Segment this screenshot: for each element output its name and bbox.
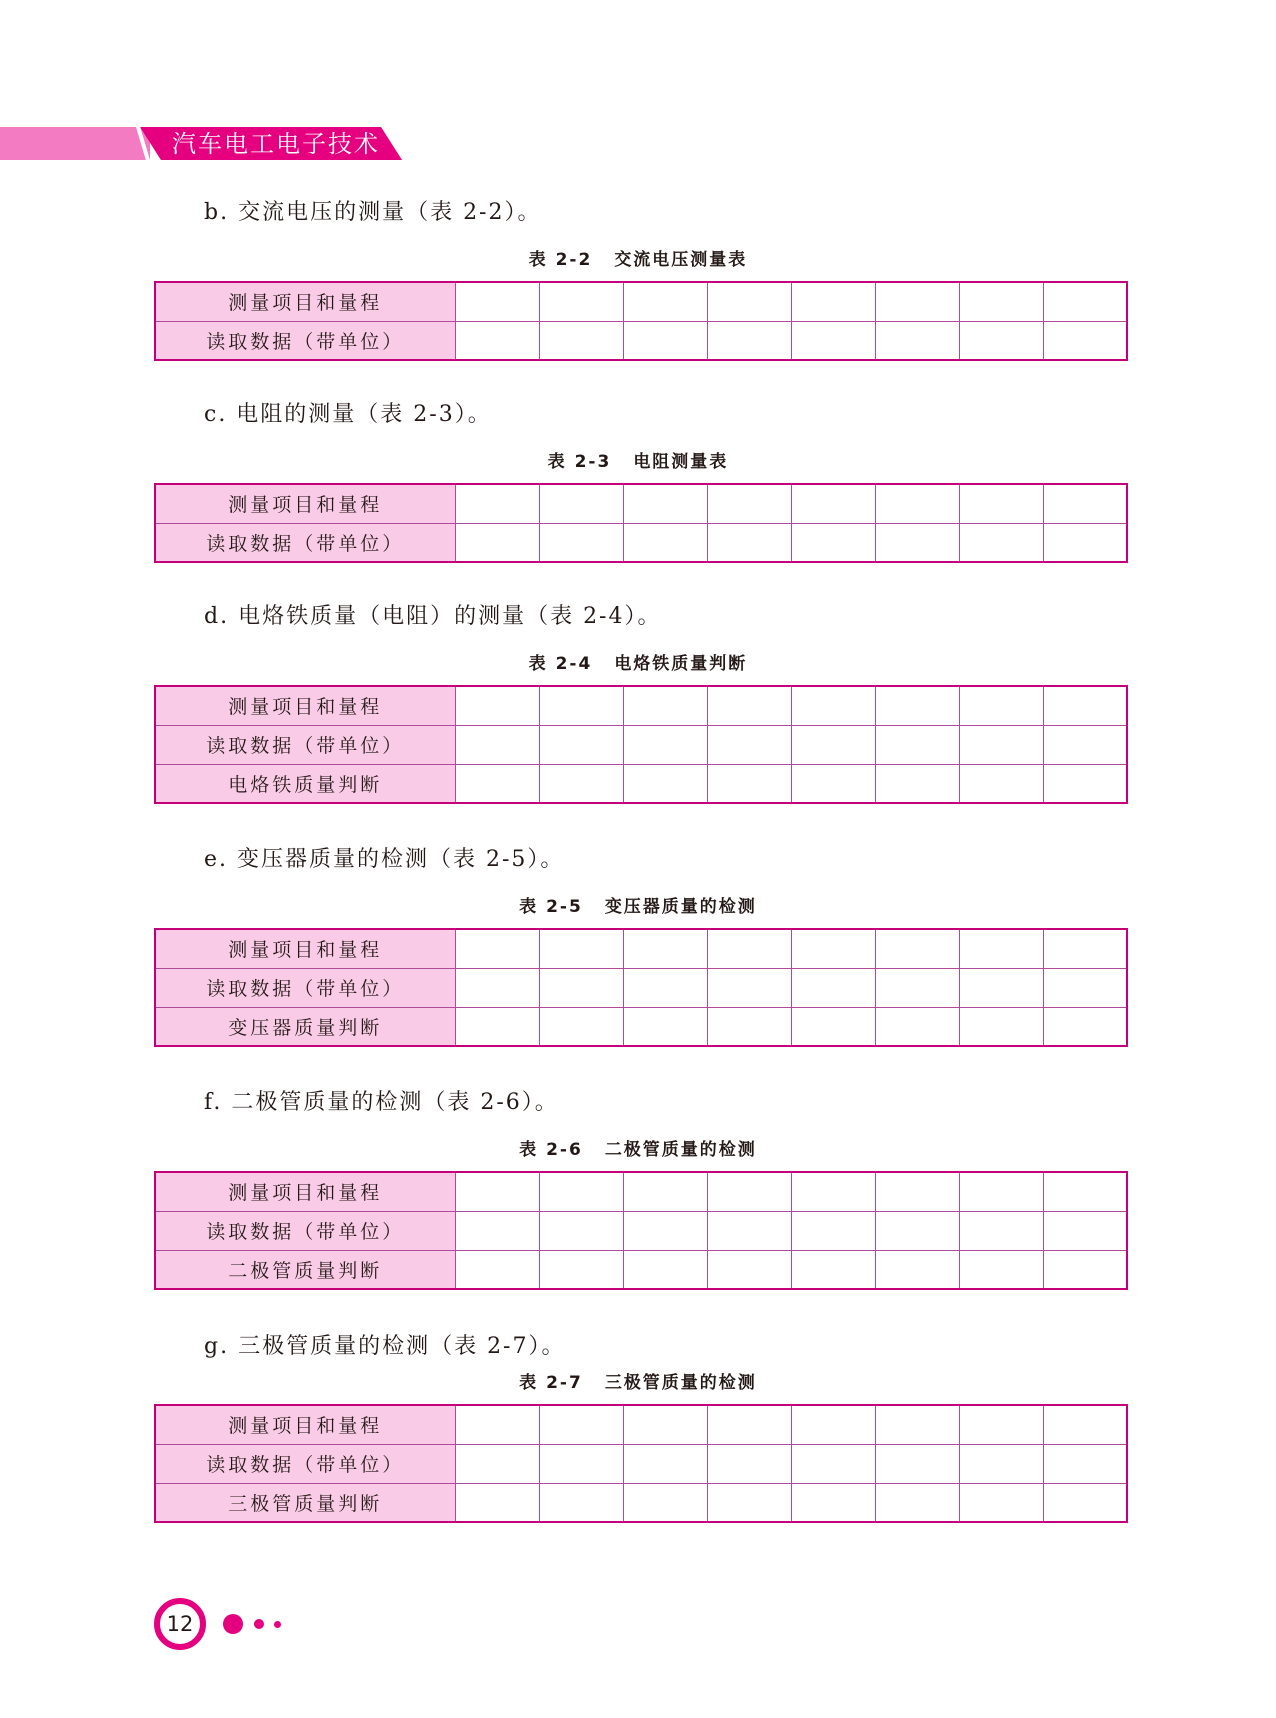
blank-cell[interactable] (623, 1444, 707, 1483)
blank-cell[interactable] (623, 484, 707, 523)
blank-cell[interactable] (875, 1483, 959, 1522)
blank-cell[interactable] (1043, 1444, 1127, 1483)
blank-cell[interactable] (623, 1172, 707, 1211)
row-label: 测量项目和量程 (155, 1405, 455, 1444)
blank-cell[interactable] (875, 282, 959, 321)
decorative-dot-medium (254, 1619, 264, 1629)
section-heading-b: b. 交流电压的测量（表 2-2）。 (204, 200, 542, 225)
table-row (155, 725, 1127, 764)
blank-cell[interactable] (875, 929, 959, 968)
table-2-3 (154, 483, 1128, 563)
section-heading-c: c. 电阻的测量（表 2-3）。 (204, 402, 492, 427)
table-number: 表 2-5 (519, 897, 583, 917)
table-title: 交流电压测量表 (614, 250, 748, 270)
blank-cell[interactable] (791, 1405, 875, 1444)
blank-cell[interactable] (539, 1405, 623, 1444)
blank-cell[interactable] (623, 1007, 707, 1046)
blank-cell[interactable] (1043, 686, 1127, 725)
row-label: 三极管质量判断 (155, 1483, 455, 1522)
blank-cell[interactable] (791, 484, 875, 523)
blank-cell[interactable] (455, 1172, 539, 1211)
table-title: 三极管质量的检测 (604, 1373, 757, 1393)
table-caption-2-7 (0, 1372, 1276, 1394)
blank-cell[interactable] (791, 929, 875, 968)
blank-cell[interactable] (539, 1172, 623, 1211)
blank-cell[interactable] (959, 1405, 1043, 1444)
blank-cell[interactable] (539, 321, 623, 360)
blank-cell[interactable] (539, 968, 623, 1007)
blank-cell[interactable] (623, 929, 707, 968)
blank-cell[interactable] (539, 1444, 623, 1483)
row-label: 读取数据（带单位） (155, 968, 455, 1007)
row-label: 读取数据（带单位） (155, 1211, 455, 1250)
blank-cell[interactable] (623, 1483, 707, 1522)
blank-cell[interactable] (875, 968, 959, 1007)
table-row (155, 1405, 1127, 1444)
blank-cell[interactable] (1043, 968, 1127, 1007)
table-row (155, 321, 1127, 360)
blank-cell[interactable] (791, 1172, 875, 1211)
blank-cell[interactable] (791, 523, 875, 562)
table-2-6 (154, 1171, 1128, 1290)
table-row (155, 1172, 1127, 1211)
blank-cell[interactable] (455, 1007, 539, 1046)
blank-cell[interactable] (539, 484, 623, 523)
blank-cell[interactable] (791, 968, 875, 1007)
blank-cell[interactable] (455, 764, 539, 803)
blank-cell[interactable] (707, 968, 791, 1007)
table-row (155, 282, 1127, 321)
row-label: 测量项目和量程 (155, 686, 455, 725)
blank-cell[interactable] (623, 686, 707, 725)
blank-cell[interactable] (455, 523, 539, 562)
table-2-4 (154, 685, 1128, 804)
blank-cell[interactable] (455, 929, 539, 968)
table-2-5 (154, 928, 1128, 1047)
row-label: 读取数据（带单位） (155, 523, 455, 562)
row-label: 读取数据（带单位） (155, 725, 455, 764)
blank-cell[interactable] (707, 523, 791, 562)
blank-cell[interactable] (875, 523, 959, 562)
section-heading-g: g. 三极管质量的检测（表 2-7）。 (204, 1334, 566, 1359)
blank-cell[interactable] (791, 686, 875, 725)
blank-cell[interactable] (623, 282, 707, 321)
blank-cell[interactable] (623, 523, 707, 562)
blank-cell[interactable] (707, 1483, 791, 1522)
blank-cell[interactable] (959, 929, 1043, 968)
table-title: 二极管质量的检测 (604, 1140, 757, 1160)
blank-cell[interactable] (539, 282, 623, 321)
table-caption-2-3 (0, 451, 1276, 473)
section-heading-d: d. 电烙铁质量（电阻）的测量（表 2-4）。 (204, 604, 662, 629)
blank-cell[interactable] (1043, 929, 1127, 968)
blank-cell[interactable] (623, 321, 707, 360)
decorative-dot-small (274, 1621, 281, 1628)
blank-cell[interactable] (707, 764, 791, 803)
blank-cell[interactable] (1043, 725, 1127, 764)
blank-cell[interactable] (791, 1250, 875, 1289)
row-label: 读取数据（带单位） (155, 321, 455, 360)
table-2-7 (154, 1404, 1128, 1523)
blank-cell[interactable] (1043, 1405, 1127, 1444)
blank-cell[interactable] (1043, 1483, 1127, 1522)
table-number: 表 2-7 (519, 1373, 583, 1393)
blank-cell[interactable] (875, 321, 959, 360)
blank-cell[interactable] (623, 1250, 707, 1289)
blank-cell[interactable] (959, 1250, 1043, 1289)
blank-cell[interactable] (959, 725, 1043, 764)
blank-cell[interactable] (875, 1405, 959, 1444)
blank-cell[interactable] (1043, 523, 1127, 562)
blank-cell[interactable] (707, 686, 791, 725)
table-title: 电阻测量表 (633, 452, 729, 472)
blank-cell[interactable] (707, 282, 791, 321)
blank-cell[interactable] (1043, 484, 1127, 523)
blank-cell[interactable] (539, 1250, 623, 1289)
blank-cell[interactable] (539, 725, 623, 764)
blank-cell[interactable] (959, 764, 1043, 803)
blank-cell[interactable] (623, 725, 707, 764)
table-row (155, 1483, 1127, 1522)
table-caption-2-4 (0, 653, 1276, 675)
table-row (155, 968, 1127, 1007)
blank-cell[interactable] (959, 484, 1043, 523)
blank-cell[interactable] (1043, 764, 1127, 803)
table-2-2 (154, 281, 1128, 361)
blank-cell[interactable] (455, 282, 539, 321)
table-number: 表 2-4 (528, 654, 593, 674)
blank-cell[interactable] (959, 1007, 1043, 1046)
row-label: 读取数据（带单位） (155, 1444, 455, 1483)
blank-cell[interactable] (875, 1250, 959, 1289)
blank-cell[interactable] (791, 282, 875, 321)
blank-cell[interactable] (1043, 1250, 1127, 1289)
blank-cell[interactable] (875, 484, 959, 523)
blank-cell[interactable] (959, 968, 1043, 1007)
blank-cell[interactable] (875, 686, 959, 725)
blank-cell[interactable] (791, 1007, 875, 1046)
blank-cell[interactable] (959, 1483, 1043, 1522)
table-row (155, 764, 1127, 803)
blank-cell[interactable] (707, 1405, 791, 1444)
table-caption-2-6 (0, 1139, 1276, 1161)
blank-cell[interactable] (959, 1444, 1043, 1483)
table-row (155, 929, 1127, 968)
blank-cell[interactable] (707, 1172, 791, 1211)
table-number: 表 2-6 (519, 1140, 583, 1160)
blank-cell[interactable] (959, 1172, 1043, 1211)
table-caption-2-2 (0, 249, 1276, 271)
blank-cell[interactable] (875, 1172, 959, 1211)
blank-cell[interactable] (959, 523, 1043, 562)
blank-cell[interactable] (791, 1444, 875, 1483)
row-label: 电烙铁质量判断 (155, 764, 455, 803)
table-caption-2-5 (0, 896, 1276, 918)
section-heading-e: e. 变压器质量的检测（表 2-5）。 (204, 847, 565, 872)
blank-cell[interactable] (539, 1211, 623, 1250)
blank-cell[interactable] (623, 1405, 707, 1444)
blank-cell[interactable] (959, 282, 1043, 321)
table-row (155, 1250, 1127, 1289)
blank-cell[interactable] (791, 764, 875, 803)
table-row (155, 484, 1127, 523)
table-row (155, 523, 1127, 562)
blank-cell[interactable] (707, 321, 791, 360)
blank-cell[interactable] (875, 1007, 959, 1046)
blank-cell[interactable] (707, 484, 791, 523)
blank-cell[interactable] (707, 1211, 791, 1250)
blank-cell[interactable] (1043, 321, 1127, 360)
blank-cell[interactable] (1043, 1172, 1127, 1211)
row-label: 测量项目和量程 (155, 929, 455, 968)
section-heading-f: f. 二极管质量的检测（表 2-6）。 (204, 1090, 559, 1115)
row-label: 测量项目和量程 (155, 484, 455, 523)
blank-cell[interactable] (455, 1444, 539, 1483)
blank-cell[interactable] (455, 1250, 539, 1289)
blank-cell[interactable] (455, 1483, 539, 1522)
blank-cell[interactable] (455, 484, 539, 523)
blank-cell[interactable] (623, 968, 707, 1007)
row-label: 二极管质量判断 (155, 1250, 455, 1289)
blank-cell[interactable] (875, 1444, 959, 1483)
blank-cell[interactable] (455, 1211, 539, 1250)
blank-cell[interactable] (455, 968, 539, 1007)
table-row (155, 686, 1127, 725)
blank-cell[interactable] (875, 1211, 959, 1250)
table-title: 电烙铁质量判断 (614, 654, 748, 674)
blank-cell[interactable] (791, 725, 875, 764)
header-strip (0, 127, 150, 160)
blank-cell[interactable] (455, 686, 539, 725)
blank-cell[interactable] (875, 764, 959, 803)
table-title: 变压器质量的检测 (604, 897, 757, 917)
table-number: 表 2-3 (547, 452, 612, 472)
row-label: 测量项目和量程 (155, 282, 455, 321)
blank-cell[interactable] (707, 1250, 791, 1289)
blank-cell[interactable] (539, 764, 623, 803)
blank-cell[interactable] (791, 321, 875, 360)
row-label: 测量项目和量程 (155, 1172, 455, 1211)
table-number: 表 2-2 (528, 250, 593, 270)
blank-cell[interactable] (623, 764, 707, 803)
blank-cell[interactable] (791, 1483, 875, 1522)
blank-cell[interactable] (1043, 1211, 1127, 1250)
blank-cell[interactable] (623, 1211, 707, 1250)
blank-cell[interactable] (539, 1007, 623, 1046)
table-row (155, 1444, 1127, 1483)
blank-cell[interactable] (1043, 282, 1127, 321)
blank-cell[interactable] (791, 1211, 875, 1250)
book-title: 汽车电工电子技术 (172, 130, 380, 158)
blank-cell[interactable] (539, 686, 623, 725)
blank-cell[interactable] (1043, 1007, 1127, 1046)
blank-cell[interactable] (959, 1211, 1043, 1250)
blank-cell[interactable] (959, 686, 1043, 725)
table-row (155, 1007, 1127, 1046)
blank-cell[interactable] (455, 1405, 539, 1444)
blank-cell[interactable] (539, 523, 623, 562)
blank-cell[interactable] (455, 321, 539, 360)
blank-cell[interactable] (539, 1483, 623, 1522)
row-label: 变压器质量判断 (155, 1007, 455, 1046)
blank-cell[interactable] (539, 929, 623, 968)
page-number: 12 (166, 1612, 194, 1636)
blank-cell[interactable] (707, 1007, 791, 1046)
blank-cell[interactable] (707, 725, 791, 764)
blank-cell[interactable] (959, 321, 1043, 360)
blank-cell[interactable] (875, 725, 959, 764)
decorative-dot-large (223, 1614, 243, 1634)
table-row (155, 1211, 1127, 1250)
blank-cell[interactable] (455, 725, 539, 764)
blank-cell[interactable] (707, 929, 791, 968)
blank-cell[interactable] (707, 1444, 791, 1483)
